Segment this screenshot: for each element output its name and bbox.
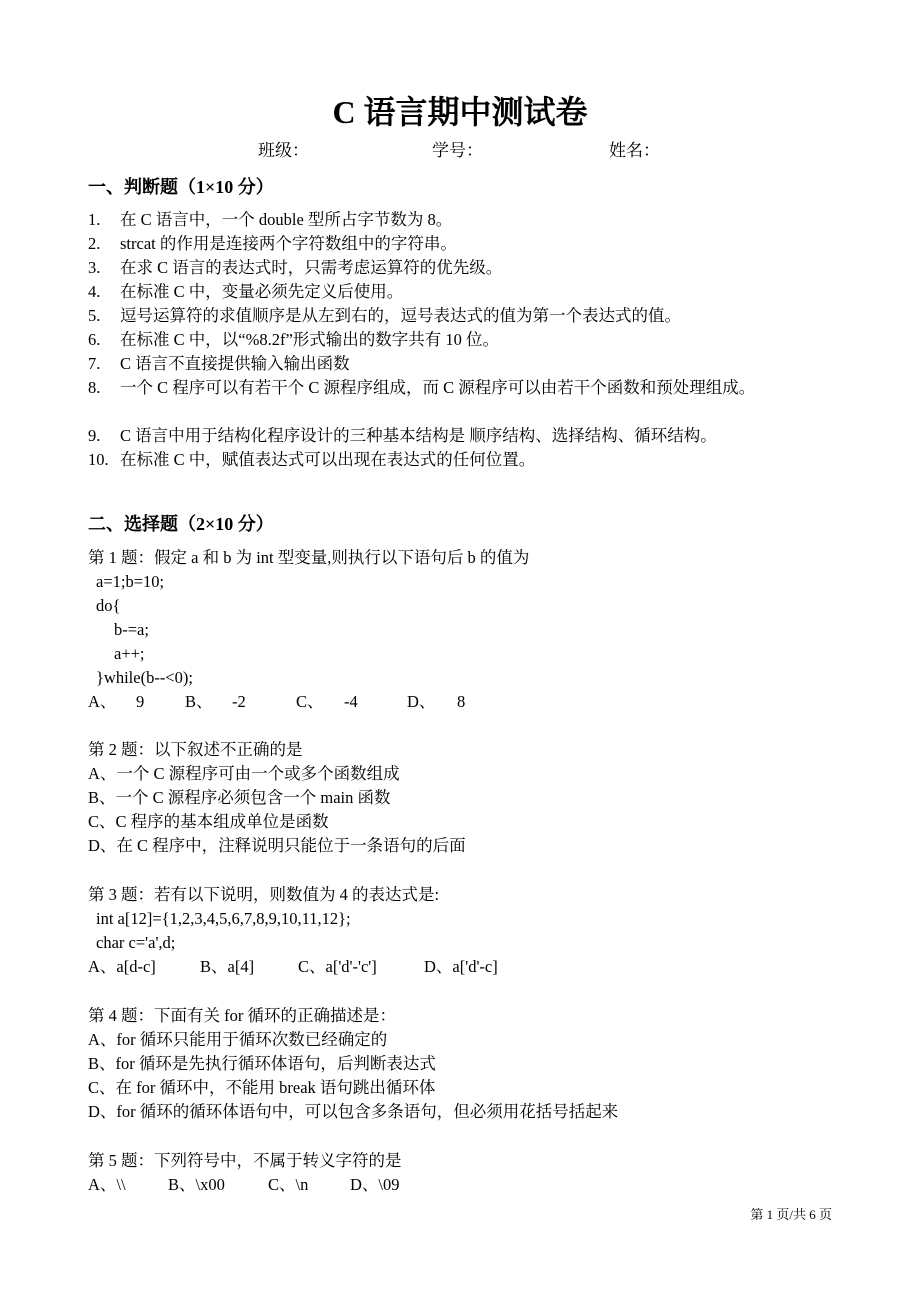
option-label: D、 (407, 692, 436, 711)
item-number: 5. (88, 306, 101, 325)
option: A、\\ (88, 1175, 126, 1194)
question-2 (88, 738, 888, 858)
option-value: 9 (136, 692, 145, 711)
option-label: A、 (88, 692, 117, 711)
item-number: 10. (88, 450, 109, 469)
option: A、一个 C 源程序可由一个或多个函数组成 (88, 764, 400, 783)
list-item (88, 424, 888, 448)
options-row (88, 955, 888, 979)
option: B、一个 C 源程序必须包含一个 main 函数 (88, 788, 391, 807)
name-label: 姓名： (609, 141, 660, 160)
option: A、a[d-c] (88, 957, 156, 976)
options-row (88, 1173, 888, 1197)
item-text: 逗号运算符的求值顺序是从左到右的，逗号表达式的值为第一个表达式的值。 (120, 306, 681, 325)
item-text: 一个 C 程序可以有若干个 C 源程序组成，而 C 源程序可以由若干个函数和预处理组成。 (120, 378, 756, 397)
item-text: C 语言中用于结构化程序设计的三种基本结构是 顺序结构、选择结构、循环结构。 (120, 426, 717, 445)
code-line: a=1;b=10; (96, 572, 165, 591)
item-text: 在 C 语言中，一个 double 型所占字节数为 8。 (120, 210, 453, 229)
option-label: C、 (296, 692, 324, 711)
list-item (88, 232, 888, 256)
option: D、在 C 程序中，注释说明只能位于一条语句的后面 (88, 836, 466, 855)
option: D、\09 (350, 1175, 400, 1194)
item-text: 在标准 C 中，变量必须先定义后使用。 (120, 282, 404, 301)
judge-question-list (88, 208, 888, 472)
list-item (88, 448, 888, 472)
question-1 (88, 546, 888, 714)
list-item (88, 328, 888, 352)
question-stem: 第 2 题：以下叙述不正确的是 (88, 740, 303, 759)
code-line: int a[12]={1,2,3,4,5,6,7,8,9,10,11,12}; (96, 909, 351, 928)
option: C、a['d'-'c'] (298, 957, 377, 976)
option-value: -4 (344, 692, 358, 711)
item-number: 8. (88, 378, 101, 397)
options-row (88, 690, 888, 714)
item-number: 6. (88, 330, 101, 349)
option-value: -2 (232, 692, 246, 711)
code-line: a++; (114, 644, 145, 663)
question-stem: 第 1 题：假定 a 和 b 为 int 型变量,则执行以下语句后 b 的值为 (88, 548, 530, 567)
question-stem: 第 5 题：下列符号中，不属于转义字符的是 (88, 1151, 402, 1170)
option: A、for 循环只能用于循环次数已经确定的 (88, 1030, 388, 1049)
section-heading-judge: 一、判断题（1×10 分） (88, 177, 274, 197)
item-number: 7. (88, 354, 101, 373)
list-item (88, 280, 888, 304)
item-text: C 语言不直接提供输入输出函数 (120, 354, 350, 373)
item-number: 4. (88, 282, 101, 301)
item-text: strcat 的作用是连接两个字符数组中的字符串。 (120, 234, 457, 253)
code-line: char c='a',d; (96, 933, 176, 952)
option: C、在 for 循环中，不能用 break 语句跳出循环体 (88, 1078, 436, 1097)
option: B、for 循环是先执行循环体语句，后判断表达式 (88, 1054, 436, 1073)
option-value: 8 (457, 692, 466, 711)
option: C、\n (268, 1175, 309, 1194)
code-line: }while(b--<0); (96, 668, 193, 687)
page-footer: 第 1 页/共 6 页 (750, 1207, 832, 1222)
item-text: 在标准 C 中，以“%8.2f”形式输出的数字共有 10 位。 (120, 330, 500, 349)
list-item (88, 352, 888, 376)
option: D、a['d'-c] (424, 957, 498, 976)
option: C、C 程序的基本组成单位是函数 (88, 812, 329, 831)
code-line: b-=a; (114, 620, 149, 639)
class-label: 班级： (258, 141, 309, 160)
item-number: 1. (88, 210, 101, 229)
item-number: 2. (88, 234, 101, 253)
question-3 (88, 883, 888, 979)
student-id-label: 学号： (432, 141, 483, 160)
item-number: 9. (88, 426, 101, 445)
option: B、a[4] (200, 957, 255, 976)
option: B、\x00 (168, 1175, 225, 1194)
question-stem: 第 3 题：若有以下说明，则数值为 4 的表达式是: (88, 885, 440, 904)
student-info-row (0, 136, 920, 160)
section-heading-choice: 二、选择题（2×10 分） (88, 514, 274, 534)
item-number: 3. (88, 258, 101, 277)
list-item (88, 256, 888, 280)
question-4 (88, 1004, 888, 1124)
question-stem: 第 4 题：下面有关 for 循环的正确描述是： (88, 1006, 396, 1025)
list-item (88, 376, 888, 400)
list-item (88, 304, 888, 328)
question-5 (88, 1149, 888, 1197)
list-item (88, 208, 888, 232)
item-text: 在标准 C 中，赋值表达式可以出现在表达式的任何位置。 (120, 450, 536, 469)
item-text: 在求 C 语言的表达式时，只需考虑运算符的优先级。 (120, 258, 503, 277)
page-title: C 语言期中测试卷 (332, 94, 588, 130)
code-line: do{ (96, 596, 121, 615)
option-label: B、 (185, 692, 213, 711)
option: D、for 循环的循环体语句中，可以包含多条语句，但必须用花括号括起来 (88, 1102, 619, 1121)
